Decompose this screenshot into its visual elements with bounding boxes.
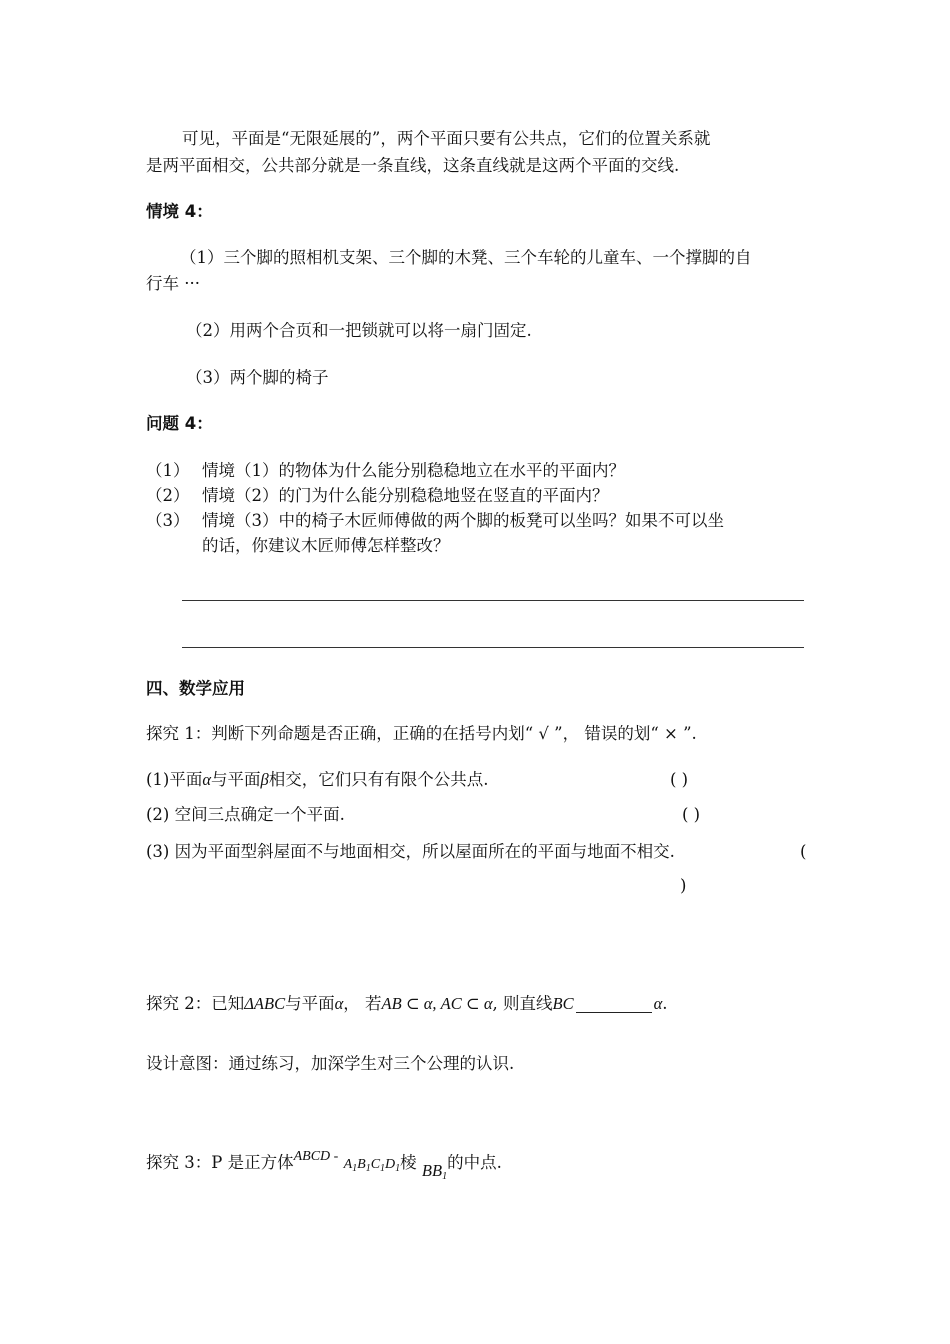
explore-1-proposition-2: (2) 空间三点确定一个平面. (146, 805, 345, 824)
explore-2-text: ， 若 (343, 994, 382, 1013)
alpha-symbol: α (653, 994, 663, 1013)
subscript: 1 (352, 1163, 358, 1174)
explore-3-text: 棱 (400, 1153, 417, 1172)
explore-2-text: 与平面 (285, 994, 335, 1013)
answer-parentheses[interactable]: ( ) (670, 770, 689, 789)
answer-line (182, 647, 804, 648)
scenario-4-item-1-line-1: （1）三个脚的照相机支架、三个脚的木凳、三个车轮的儿童车、一个撑脚的自 (180, 248, 752, 267)
condition-formula: AB ⊂ α, AC ⊂ α (381, 994, 493, 1013)
explore-2 (146, 991, 668, 1017)
beta-symbol: β (260, 770, 269, 789)
subscript: 1 (395, 1163, 401, 1174)
scenario-4-item-2: （2）用两个合页和一把锁就可以将一扇门固定. (186, 321, 532, 340)
line-bc: BC (552, 994, 574, 1013)
intro-line-2: 是两平面相交，公共部分就是一条直线，这条直线就是这两个平面的交线. (146, 156, 680, 175)
vertex-d1: D (385, 1157, 396, 1172)
explore-2-text: 探究 2：已知 (146, 994, 245, 1013)
fill-in-blank[interactable] (576, 994, 652, 1013)
scenario-4-heading: 情境 4： (146, 202, 213, 221)
question-4-item-3-line-2: 的话，你建议木匠师傅怎样整改？ (202, 536, 450, 555)
question-number: （2） (146, 486, 190, 505)
design-intent: 设计意图：通过练习，加深学生对三个公理的认识. (146, 1054, 515, 1073)
answer-line (182, 600, 804, 601)
edge-label: BB (421, 1161, 443, 1180)
vertex-b1: B (357, 1157, 366, 1172)
scenario-4-item-3: （3）两个脚的椅子 (186, 368, 329, 387)
explore-2-text: . (662, 994, 668, 1013)
subscript: 1 (380, 1163, 386, 1174)
proposition-text: (1)平面 (146, 770, 203, 789)
question-text: 情境（3）中的椅子木匠师傅做的两个脚的板凳可以坐吗？如果不可以坐 (202, 511, 724, 530)
question-4-item-3 (146, 508, 724, 534)
explore-1-proposition-3: (3) 因为平面型斜屋面不与地面相交，所以屋面所在的平面与地面不相交. (146, 842, 675, 861)
answer-parentheses[interactable]: ( ) (682, 805, 701, 824)
vertex-c1: C (370, 1157, 381, 1172)
explore-3-text: 探究 3：P 是正方体 (146, 1153, 294, 1172)
explore-3-text: 的中点. (447, 1153, 502, 1172)
intro-line-1: 可见，平面是“无限延展的”，两个平面只要有公共点，它们的位置关系就 (182, 129, 711, 148)
explore-3 (146, 1150, 502, 1182)
edge-bb1 (422, 1161, 447, 1180)
cube-top-face (344, 1157, 401, 1172)
answer-paren-close[interactable]: ) (680, 876, 687, 895)
question-number: （3） (146, 511, 190, 530)
question-4-item-1 (146, 458, 625, 484)
scenario-4-item-1-line-2: 行车 ··· (146, 274, 200, 293)
question-text: 情境（2）的门为什么能分别稳稳地竖在竖直的平面内？ (202, 486, 609, 505)
triangle-abc: ΔABC (244, 994, 286, 1013)
section-4-heading: 四、数学应用 (146, 679, 245, 698)
explore-1-proposition-1 (146, 767, 489, 793)
proposition-text: 与平面 (211, 770, 261, 789)
question-4-item-2 (146, 483, 609, 509)
alpha-symbol: α (334, 994, 344, 1013)
cube-name: ABCD - (293, 1149, 339, 1164)
explore-1-intro: 探究 1：判断下列命题是否正确，正确的在括号内划“ √ ”， 错误的划“ × ”. (146, 724, 697, 743)
proposition-text: 相交，它们只有有限个公共点. (268, 770, 489, 789)
question-4-heading: 问题 4： (146, 414, 213, 433)
answer-paren-open[interactable]: ( (800, 842, 807, 861)
explore-2-text: , 则直线 (492, 994, 553, 1013)
alpha-symbol: α (202, 770, 212, 789)
vertex-a1: A (343, 1157, 353, 1172)
subscript: 1 (365, 1163, 371, 1174)
subscript: 1 (442, 1171, 448, 1182)
question-number: （1） (146, 461, 190, 480)
question-text: 情境（1）的物体为什么能分别稳稳地立在水平的平面内？ (202, 461, 625, 480)
